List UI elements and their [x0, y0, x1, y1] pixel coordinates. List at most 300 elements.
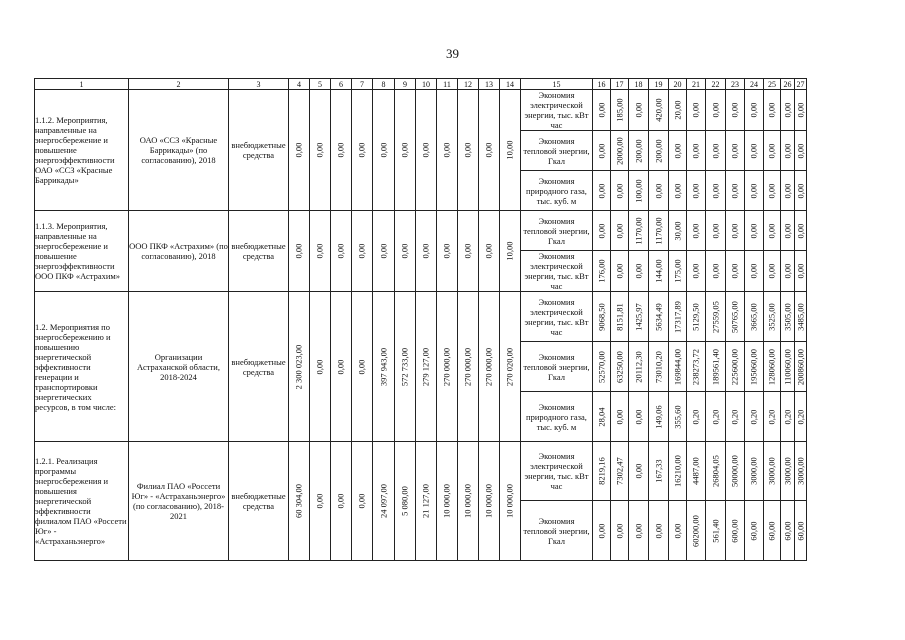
indicator-value-value: 200,00	[633, 138, 643, 163]
finance-cell-value: 0,00	[335, 493, 346, 509]
finance-cell	[310, 90, 331, 211]
indicator-value	[706, 90, 726, 131]
indicator-value-value: 60,00	[766, 520, 777, 541]
indicator-value-value: 5634,49	[653, 302, 663, 331]
page-number: 39	[446, 46, 459, 61]
column-number: 1	[35, 79, 129, 90]
finance-cell-value: 10,00	[504, 241, 515, 261]
indicator-value-value: 0,00	[672, 183, 682, 198]
finance-cell	[289, 211, 310, 292]
column-number: 8	[373, 79, 395, 90]
finance-cell	[310, 292, 331, 442]
indicator-value-value: 144,00	[653, 259, 663, 283]
finance-cell	[331, 292, 352, 442]
indicator-value-value: 30,00	[672, 220, 682, 241]
finance-cell	[479, 211, 500, 292]
indicator-value-value: 52570,00	[596, 350, 606, 383]
finance-cell	[479, 292, 500, 442]
finance-cell-value: 0,00	[378, 142, 388, 158]
indicator-value-value: 20,00	[672, 100, 682, 120]
indicator-value	[795, 251, 807, 292]
indicator-value-value: 28,04	[596, 406, 606, 427]
indicator-value	[669, 251, 687, 292]
finance-cell	[352, 442, 373, 561]
indicator-value	[764, 251, 781, 292]
indicator-value	[593, 251, 611, 292]
finance-cell	[437, 442, 458, 561]
indicator-value	[611, 171, 629, 211]
indicator-value	[687, 442, 706, 501]
indicator-value	[706, 342, 726, 392]
indicator-value-value: 2000,00	[614, 136, 624, 165]
indicator-value-value: 0,00	[690, 223, 701, 238]
finance-cell	[395, 292, 416, 442]
finance-cell	[416, 90, 437, 211]
indicator-value	[706, 392, 726, 442]
indicator-value-value: 110060,00	[782, 348, 792, 385]
indicator-value	[687, 211, 706, 251]
indicator-value-value: 0,00	[710, 143, 720, 158]
finance-cell	[331, 90, 352, 211]
indicator-value	[593, 292, 611, 342]
indicator-value-value: 60,00	[795, 520, 805, 541]
indicator-value-value: 149,06	[653, 404, 663, 429]
finance-cell	[437, 292, 458, 442]
finance-cell	[437, 211, 458, 292]
indicator-value	[781, 171, 795, 211]
finance-cell	[373, 211, 395, 292]
column-number: 16	[593, 79, 611, 90]
table-row	[35, 90, 807, 131]
measure-name: 1.2.1. Реализация программы энергосбережения и повышения энергетической эффективности филиалом ПАО «Россети Юг» - «Астраханьэнерго»	[35, 442, 129, 561]
indicator-value-value: 128060,00	[766, 348, 777, 385]
indicator-value	[781, 442, 795, 501]
finance-cell	[395, 211, 416, 292]
indicator-value-value: 3000,00	[795, 457, 805, 485]
indicator-name: Экономия электрической энергии, тыс. кВт час	[521, 442, 593, 501]
indicator-value-value: 17317,89	[672, 300, 682, 333]
indicator-value	[629, 90, 649, 131]
finance-cell-value: 0,00	[314, 142, 325, 158]
table-row	[35, 292, 807, 342]
column-number-row	[35, 79, 807, 90]
indicator-name: Экономия электрической энергии, тыс. кВт час	[521, 292, 593, 342]
indicator-value-value: 0,00	[614, 523, 624, 538]
indicator-value-value: 0,00	[690, 102, 701, 118]
indicator-value-value: 8219,16	[596, 457, 606, 485]
indicator-value-value: 0,00	[782, 263, 792, 279]
indicator-value-value: 169844,00	[672, 348, 682, 385]
indicator-value-value: 0,00	[690, 183, 701, 198]
indicator-name: Экономия природного газа, тыс. куб. м	[521, 392, 593, 442]
column-number: 25	[764, 79, 781, 90]
indicator-value-value: 0,00	[729, 143, 740, 158]
indicator-value-value: 0,20	[782, 409, 792, 424]
column-number: 7	[352, 79, 373, 90]
indicator-value	[781, 392, 795, 442]
indicator-value-value: 3000,00	[748, 457, 759, 485]
finance-cell	[458, 90, 479, 211]
finance-cell-value: 0,00	[441, 142, 452, 158]
finance-cell	[458, 292, 479, 442]
finance-cell-value: 0,00	[483, 142, 494, 158]
indicator-value-value: 3000,00	[766, 457, 777, 485]
column-number: 10	[416, 79, 437, 90]
indicator-value	[726, 342, 745, 392]
measure-name: 1.1.3. Мероприятия, направленные на энергосбережение и повышение энергоэффективности ООО ПКФ «Астрахим»	[35, 211, 129, 292]
indicator-value	[764, 90, 781, 131]
indicator-value-value: 50765,00	[729, 300, 740, 333]
finance-cell-value: 0,00	[293, 243, 304, 259]
column-number: 11	[437, 79, 458, 90]
finance-cell-value: 279 127,00	[420, 347, 431, 386]
executor-cell: Организации Астраханской области, 2018-2024	[129, 292, 229, 442]
indicator-value	[611, 211, 629, 251]
indicator-value-value: 0,00	[795, 263, 805, 279]
indicator-value-value: 185,00	[614, 98, 624, 122]
column-number: 18	[629, 79, 649, 90]
finance-cell	[310, 442, 331, 561]
indicator-value-value: 0,20	[729, 409, 740, 424]
indicator-value	[764, 392, 781, 442]
indicator-value-value: 0,00	[795, 102, 805, 118]
indicator-value-value: 0,00	[782, 143, 792, 158]
indicator-value	[726, 90, 745, 131]
finance-cell	[352, 90, 373, 211]
indicator-value	[687, 131, 706, 171]
indicator-name: Экономия электрической энергии, тыс. кВт час	[521, 251, 593, 292]
indicator-value-value: 0,00	[766, 183, 777, 198]
indicator-value	[649, 501, 669, 561]
finance-cell-value: 0,00	[420, 243, 431, 259]
indicator-value	[795, 171, 807, 211]
indicator-value	[764, 131, 781, 171]
indicator-value-value: 0,00	[672, 143, 682, 158]
indicator-value	[781, 90, 795, 131]
finance-cell	[479, 442, 500, 561]
measure-name: 1.1.2. Мероприятия, направленные на энергосбережение и повышение энергоэффективности ОАО «ССЗ «Красные Баррикады»	[35, 90, 129, 211]
indicator-value-value: 0,00	[710, 102, 720, 118]
indicator-value-value: 0,00	[782, 223, 792, 238]
indicator-value-value: 0,00	[633, 409, 643, 424]
column-number: 17	[611, 79, 629, 90]
funding-source: внебюджетные средства	[229, 211, 289, 292]
finance-cell-value: 0,00	[420, 142, 431, 158]
finance-cell	[331, 442, 352, 561]
indicator-value	[669, 392, 687, 442]
indicator-value	[649, 171, 669, 211]
indicator-value	[795, 131, 807, 171]
finance-cell	[352, 292, 373, 442]
indicator-value	[781, 131, 795, 171]
finance-cell	[437, 90, 458, 211]
indicator-value	[764, 501, 781, 561]
finance-cell	[373, 442, 395, 561]
indicator-value-value: 16210,00	[672, 455, 682, 487]
indicator-value	[781, 211, 795, 251]
indicator-value-value: 60200,00	[690, 514, 701, 547]
indicator-value-value: 1425,97	[633, 302, 643, 331]
column-number: 14	[500, 79, 521, 90]
finance-cell-value: 60 304,00	[293, 484, 304, 518]
indicator-value	[745, 90, 764, 131]
indicator-value	[706, 131, 726, 171]
indicator-value-value: 0,00	[766, 102, 777, 118]
indicator-value	[726, 171, 745, 211]
indicator-value	[687, 292, 706, 342]
indicator-value-value: 9068,50	[596, 302, 606, 331]
finance-cell-value: 270 020,00	[504, 347, 515, 386]
column-number: 21	[687, 79, 706, 90]
indicator-value	[629, 392, 649, 442]
indicator-value	[687, 90, 706, 131]
indicator-value-value: 0,00	[653, 183, 663, 198]
indicator-value	[649, 442, 669, 501]
column-number: 15	[521, 79, 593, 90]
indicator-value-value: 3525,00	[766, 302, 777, 331]
indicator-value-value: 0,00	[596, 223, 606, 238]
indicator-value-value: 0,00	[653, 523, 663, 538]
funding-source: внебюджетные средства	[229, 442, 289, 561]
indicator-value-value: 238273,72	[690, 348, 701, 385]
indicator-value	[629, 442, 649, 501]
indicator-value	[726, 501, 745, 561]
finance-cell-value: 5 080,00	[399, 486, 410, 516]
indicator-name: Экономия природного газа, тыс. куб. м	[521, 171, 593, 211]
measure-name: 1.2. Мероприятия по энергосбережению и повышению энергетической эффективности генерации и транспортировки энергетических ресурсов, в том числе:	[35, 292, 129, 442]
indicator-value	[745, 342, 764, 392]
indicator-value	[629, 171, 649, 211]
finance-cell	[331, 211, 352, 292]
indicator-value	[687, 342, 706, 392]
indicator-value-value: 200860,00	[795, 348, 805, 385]
finance-cell-value: 270 000,00	[483, 347, 494, 386]
indicator-value-value: 0,20	[795, 409, 805, 424]
indicator-value-value: 420,00	[653, 98, 663, 122]
finance-cell	[479, 90, 500, 211]
indicator-value-value: 225600,00	[729, 348, 740, 385]
finance-cell	[500, 90, 521, 211]
column-number: 23	[726, 79, 745, 90]
finance-cell	[289, 90, 310, 211]
indicator-value	[669, 292, 687, 342]
indicator-value	[781, 342, 795, 392]
indicator-value-value: 0,00	[766, 143, 777, 158]
finance-cell-value: 0,00	[356, 243, 367, 259]
indicator-value	[593, 342, 611, 392]
indicator-value	[795, 342, 807, 392]
column-number: 5	[310, 79, 331, 90]
finance-cell-value: 0,00	[293, 142, 304, 158]
finance-cell	[416, 292, 437, 442]
indicator-value	[726, 442, 745, 501]
indicator-value-value: 0,00	[748, 223, 759, 238]
indicator-value-value: 561,40	[710, 518, 720, 543]
indicator-value	[745, 211, 764, 251]
indicator-value	[764, 171, 781, 211]
finance-cell-value: 0,00	[356, 359, 367, 374]
indicator-value-value: 0,00	[748, 143, 759, 158]
indicator-value-value: 8151,81	[614, 302, 624, 331]
indicator-value-value: 0,00	[748, 102, 759, 118]
finance-cell-value: 0,00	[483, 243, 494, 259]
indicator-value-value: 0,00	[795, 143, 805, 158]
funding-source: внебюджетные средства	[229, 292, 289, 442]
indicator-value	[687, 171, 706, 211]
finance-cell-value: 0,00	[335, 142, 346, 158]
finance-cell-value: 0,00	[462, 142, 473, 158]
indicator-value	[795, 392, 807, 442]
indicator-value	[611, 342, 629, 392]
indicator-value	[629, 211, 649, 251]
finance-cell-value: 0,00	[314, 493, 325, 509]
indicator-value-value: 0,00	[710, 223, 720, 238]
finance-cell	[500, 442, 521, 561]
indicator-value-value: 60,00	[748, 520, 759, 541]
finance-cell	[458, 442, 479, 561]
indicator-value	[745, 131, 764, 171]
finance-cell-value: 10 000,00	[441, 484, 452, 518]
finance-cell	[416, 442, 437, 561]
indicator-value	[706, 251, 726, 292]
indicator-value	[649, 292, 669, 342]
indicator-value-value: 0,00	[710, 263, 720, 279]
finance-cell	[373, 292, 395, 442]
indicator-value-value: 167,33	[653, 459, 663, 483]
indicator-value-value: 0,20	[748, 409, 759, 424]
indicator-value-value: 3000,00	[782, 457, 792, 485]
indicator-value-value: 20112,30	[633, 350, 643, 383]
indicator-value-value: 50000,00	[729, 455, 740, 487]
indicator-value	[764, 342, 781, 392]
indicator-value	[706, 292, 726, 342]
indicator-name: Экономия электрической энергии, тыс. кВт час	[521, 90, 593, 131]
indicator-value	[611, 442, 629, 501]
finance-cell-value: 572 733,00	[399, 347, 410, 386]
indicator-value-value: 0,00	[633, 102, 643, 118]
column-number: 4	[289, 79, 310, 90]
indicator-value	[669, 211, 687, 251]
column-number: 20	[669, 79, 687, 90]
finance-cell	[416, 211, 437, 292]
indicator-value-value: 1170,00	[653, 216, 663, 245]
executor-cell: ООО ПКФ «Астрахим» (по согласованию), 2018	[129, 211, 229, 292]
indicator-value	[706, 211, 726, 251]
indicator-value	[795, 211, 807, 251]
column-number: 3	[229, 79, 289, 90]
finance-cell-value: 10 000,00	[483, 484, 494, 518]
indicator-value-value: 0,00	[633, 523, 643, 538]
finance-cell	[289, 442, 310, 561]
indicator-value-value: 0,00	[729, 102, 740, 118]
indicator-value-value: 0,00	[782, 102, 792, 118]
finance-cell-value: 0,00	[462, 243, 473, 259]
indicator-value	[611, 251, 629, 292]
finance-cell	[289, 292, 310, 442]
finance-cell-value: 397 943,00	[378, 347, 388, 386]
indicator-value-value: 0,00	[596, 102, 606, 118]
indicator-value-value: 0,00	[633, 263, 643, 279]
indicator-value	[649, 90, 669, 131]
funding-source: внебюджетные средства	[229, 90, 289, 211]
indicator-value	[649, 131, 669, 171]
indicator-value-value: 195060,00	[748, 348, 759, 385]
indicator-value-value: 26804,05	[710, 455, 720, 487]
indicator-value	[764, 442, 781, 501]
indicator-value	[629, 131, 649, 171]
finance-cell-value: 0,00	[441, 243, 452, 259]
indicator-value-value: 355,60	[672, 404, 682, 429]
indicator-value	[593, 442, 611, 501]
finance-cell-value: 0,00	[356, 493, 367, 509]
indicator-value	[669, 342, 687, 392]
indicator-value	[687, 392, 706, 442]
indicator-value-value: 0,00	[690, 263, 701, 279]
indicator-value	[669, 442, 687, 501]
indicator-value	[795, 292, 807, 342]
finance-cell-value: 24 097,00	[378, 484, 388, 518]
indicator-value	[764, 292, 781, 342]
indicator-value-value: 0,00	[795, 223, 805, 238]
indicator-value	[745, 392, 764, 442]
executor-cell: ОАО «ССЗ «Красные Баррикады» (по согласованию), 2018	[129, 90, 229, 211]
indicator-value-value: 0,00	[729, 183, 740, 198]
indicator-value-value: 0,00	[614, 183, 624, 198]
finance-cell-value: 0,00	[356, 142, 367, 158]
indicator-name: Экономия тепловой энергии, Гкал	[521, 131, 593, 171]
indicator-value-value: 0,00	[614, 263, 624, 279]
indicator-value	[593, 501, 611, 561]
finance-cell-value: 270 000,00	[441, 347, 452, 386]
finance-cell-value: 10,00	[504, 140, 515, 160]
indicator-name: Экономия тепловой энергии, Гкал	[521, 211, 593, 251]
program-table	[34, 78, 807, 561]
finance-cell-value: 270 000,00	[462, 347, 473, 386]
indicator-value	[593, 131, 611, 171]
finance-cell-value: 10 000,00	[462, 484, 473, 518]
indicator-value	[611, 90, 629, 131]
finance-cell-value: 0,00	[335, 243, 346, 259]
indicator-value	[669, 131, 687, 171]
column-number: 22	[706, 79, 726, 90]
finance-cell-value: 0,00	[335, 359, 346, 374]
indicator-value	[593, 392, 611, 442]
indicator-value	[687, 501, 706, 561]
indicator-value-value: 0,20	[766, 409, 777, 424]
indicator-name: Экономия тепловой энергии, Гкал	[521, 342, 593, 392]
indicator-value	[649, 211, 669, 251]
finance-cell-value: 0,00	[314, 243, 325, 259]
indicator-value-value: 4487,00	[690, 457, 701, 485]
finance-cell-value: 10 000,00	[504, 484, 515, 518]
indicator-value-value: 3485,00	[795, 302, 805, 331]
indicator-value-value: 60,00	[782, 520, 792, 541]
indicator-value-value: 0,00	[690, 143, 701, 158]
indicator-value-value: 0,00	[729, 223, 740, 238]
finance-cell-value: 2 300 023,00	[293, 344, 304, 389]
finance-cell-value: 0,00	[314, 359, 325, 374]
indicator-value-value: 27559,05	[710, 300, 720, 333]
indicator-value-value: 200,00	[653, 138, 663, 163]
finance-cell	[500, 292, 521, 442]
indicator-value	[629, 251, 649, 292]
indicator-value	[726, 392, 745, 442]
indicator-value	[706, 501, 726, 561]
indicator-value	[795, 501, 807, 561]
table-row	[35, 211, 807, 251]
indicator-value	[649, 342, 669, 392]
column-number: 26	[781, 79, 795, 90]
